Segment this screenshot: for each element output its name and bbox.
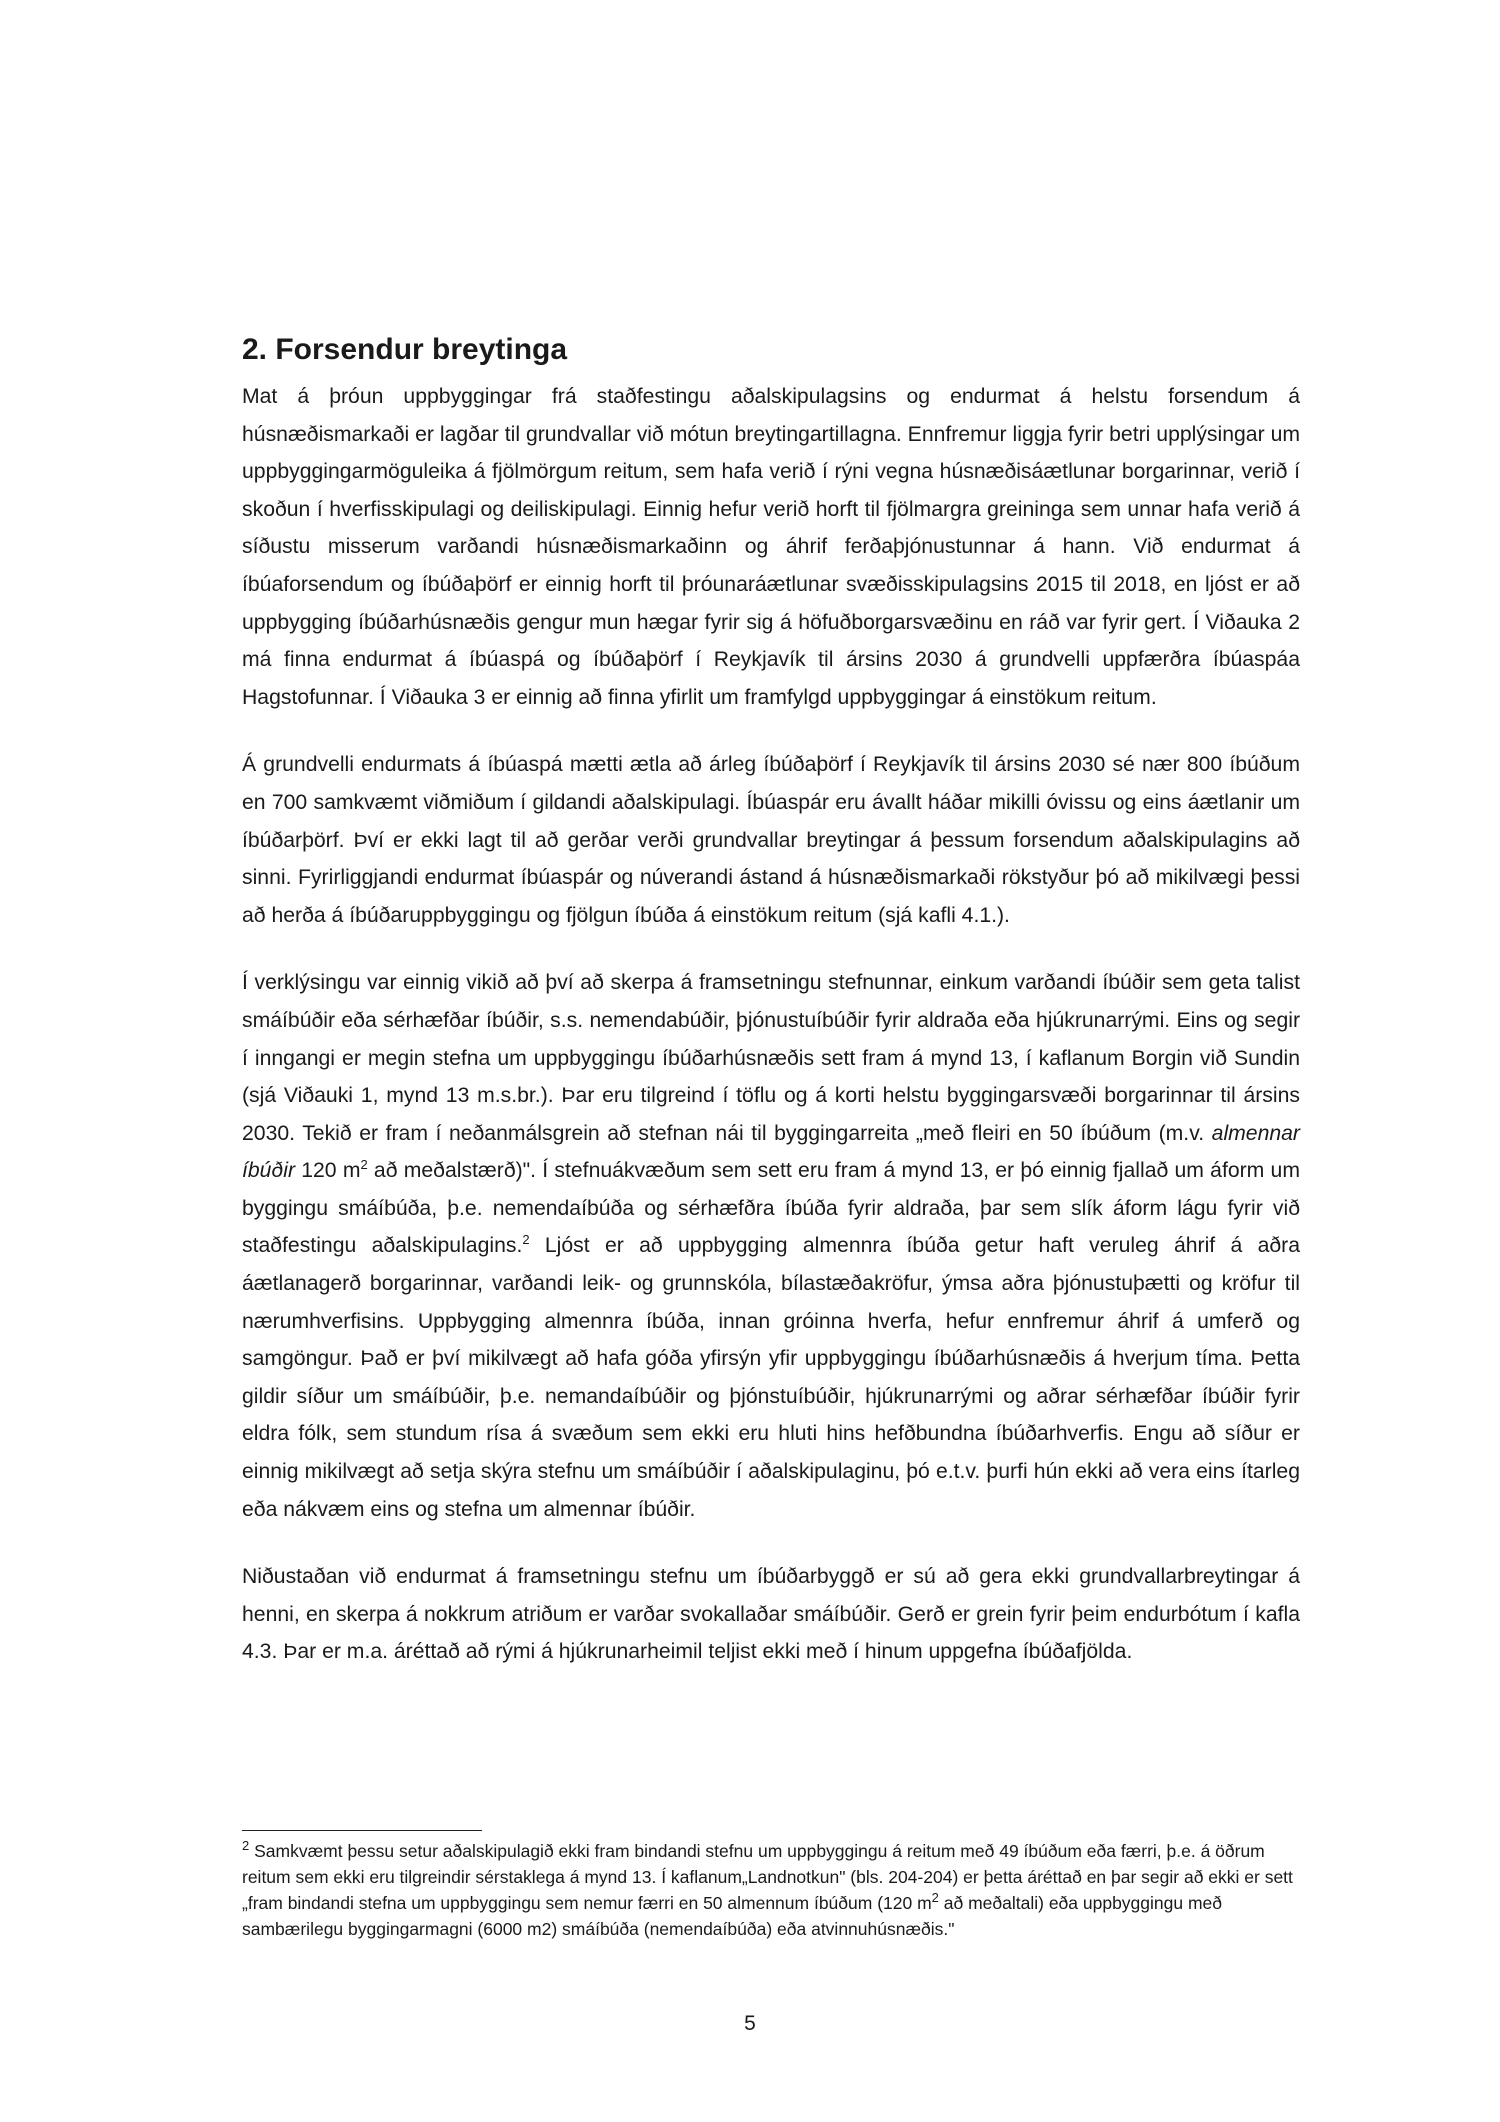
footnote-superscript: 2	[931, 1890, 939, 1906]
paragraph-1: Mat á þróun uppbyggingar frá staðfestingu aðalskipulagsins og endurmat á helstu forsendum á húsnæðismarkaði er lagðar til grundvallar við mótun breytingartillagna. Ennfremur liggja fyrir betri upplýsingar um uppbyggingarmöguleika á fjölmörgum reitum, sem hafa verið í rýni vegna húsnæðisáætlunar borgarinnar, verið í skoðun í hverfisskipulagi og deiliskipulagi. Einnig hefur verið horft til fjölmargra greininga sem unnar hafa verið á síðustu misserum varðandi húsnæðismarkaðinn og áhrif ferðaþjónustunnar á hann. Við endurmat á íbúaforsendum og íbúðaþörf er einnig horft til þróunaráætlunar svæðisskipulagsins 2015 til 2018, en ljóst er að uppbygging íbúðarhúsnæðis gengur mun hægar fyrir sig á höfuðborgarsvæðinu en ráð var fyrir gert. Í Viðauka 2 má finna endurmat á íbúaspá og íbúðaþörf í Reykjavík til ársins 2030 á grundvelli uppfærðra íbúaspáa Hagstofunnar. Í Viðauka 3 er einnig að finna yfirlit um framfylgd uppbyggingar á einstökum reitum.	[242, 385, 1300, 709]
main-content	[242, 330, 1300, 1701]
paragraph-3-part-1: Í verklýsingu var einnig vikið að því að skerpa á framsetningu stefnunnar, einkum varðandi íbúðir sem geta talist smáíbúðir eða sérhæfðar íbúðir, s.s. nemendabúðir, þjónustuíbúðir fyrir aldraða eða hjúkrunarrými. Eins og segir í inngangi er megin stefna um uppbyggingu íbúðarhúsnæðis sett fram á mynd 13, í kaflanum Borgin við Sundin (sjá Viðauki 1, mynd 13 m.s.br.). Þar eru tilgreind í töflu og á korti helstu byggingarsvæði borgarinnar til ársins 2030. Tekið er fram í neðanmálsgrein að stefnan nái til byggingarreita „með fleiri en 50 íbúðum (m.v.	[242, 971, 1300, 1145]
paragraph-3	[242, 964, 1300, 1528]
footnote-marker: 2	[242, 1838, 250, 1854]
footnote	[242, 1838, 1300, 1942]
paragraph-3-part-3: að meðalstærð)". Í stefnuákvæðum sem sett eru fram á mynd 13, er þó einnig fjallað um áform um byggingu smáíbúða, þ.e. nemendaíbúða og sérhæfðra íbúða fyrir aldraða, þar sem slík áform lágu fyrir við staðfestingu aðalskipulagins.	[242, 1159, 1300, 1258]
section-heading: 2. Forsendur breytinga	[242, 333, 568, 366]
paragraph-2: Á grundvelli endurmats á íbúaspá mætti ætla að árleg íbúðaþörf í Reykjavík til ársins 2030 sé nær 800 íbúðum en 700 samkvæmt viðmiðum í gildandi aðalskipulagi. Íbúaspár eru ávallt háðar mikilli óvissu og eins áætlanir um íbúðarþörf. Því er ekki lagt til að gerðar verði grundvallar breytingar á þessum forsendum aðalskipulagins að sinni. Fyrirliggjandi endurmat íbúaspár og núverandi ástand á húsnæðismarkaði rökstyður þó að mikilvægi þessi að herða á íbúðaruppbyggingu og fjölgun íbúða á einstökum reitum (sjá kafli 4.1.).	[242, 753, 1300, 927]
footnote-reference[interactable]: 2	[522, 1232, 530, 1248]
paragraph-3-italic: almennar íbúðir	[242, 1121, 1300, 1183]
footnote-text-part-2: að meðaltali) eða uppbyggingu með sambærilegu byggingarmagni (6000 m2) smáíbúða (nemendaíbúða) eða atvinnuhúsnæðis."	[242, 1893, 1223, 1939]
square-superscript: 2	[360, 1157, 368, 1173]
page-number: 5	[744, 2012, 756, 2035]
paragraph-3-part-4: Ljóst er að uppbygging almennra íbúða getur haft veruleg áhrif á aðra áætlanagerð borgarinnar, varðandi leik- og grunnskóla, bílastæðakröfur, ýmsa aðra þjónustuþætti og kröfur til nærumhverfisins. Uppbygging almennra íbúða, innan gróinna hverfa, hefur ennfremur áhrif á umferð og samgöngur. Það er því mikilvægt að hafa góða yfirsýn yfir uppbyggingu íbúðarhúsnæðis á hverjum tíma. Þetta gildir síður um smáíbúðir, þ.e. nemandaíbúðir og þjónstuíbúðir, hjúkrunarrými og aðrar sérhæfðar íbúðir fyrir eldra fólk, sem stundum rísa á svæðum sem ekki eru hluti hins hefðbundna íbúðarhverfis. Engu að síður er einnig mikilvægt að setja skýra stefnu um smáíbúðir í aðalskipulaginu, þó e.t.v. þurfi hún ekki að vera eins ítarleg eða nákvæm eins og stefna um almennar íbúðir.	[242, 1234, 1301, 1521]
footnote-text-part-1: Samkvæmt þessu setur aðalskipulagið ekki fram bindandi stefnu um uppbyggingu á reitum með 49 íbúðum eða færri, þ.e. á öðrum reitum sem ekki eru tilgreindir sérstaklega á mynd 13. Í kaflanum„Landnotkun" (bls. 204-204) er þetta áréttað en þar segir að ekki er sett „fram bindandi stefna um uppbyggingu sem nemur færri en 50 almennum íbúðum (120 m	[242, 1841, 1293, 1913]
paragraph-3-part-2: 120 m	[295, 1159, 361, 1183]
paragraph-4: Niðustaðan við endurmat á framsetningu stefnu um íbúðarbyggð er sú að gera ekki grundvallarbreytingar á henni, en skerpa á nokkrum atriðum er varðar svokallaðar smáíbúðir. Gerð er grein fyrir þeim endurbótum í kafla 4.3. Þar er m.a. áréttað að rými á hjúkrunarheimil teljist ekki með í hinum uppgefna íbúðafjölda.	[242, 1565, 1300, 1664]
footnote-divider	[242, 1830, 482, 1831]
